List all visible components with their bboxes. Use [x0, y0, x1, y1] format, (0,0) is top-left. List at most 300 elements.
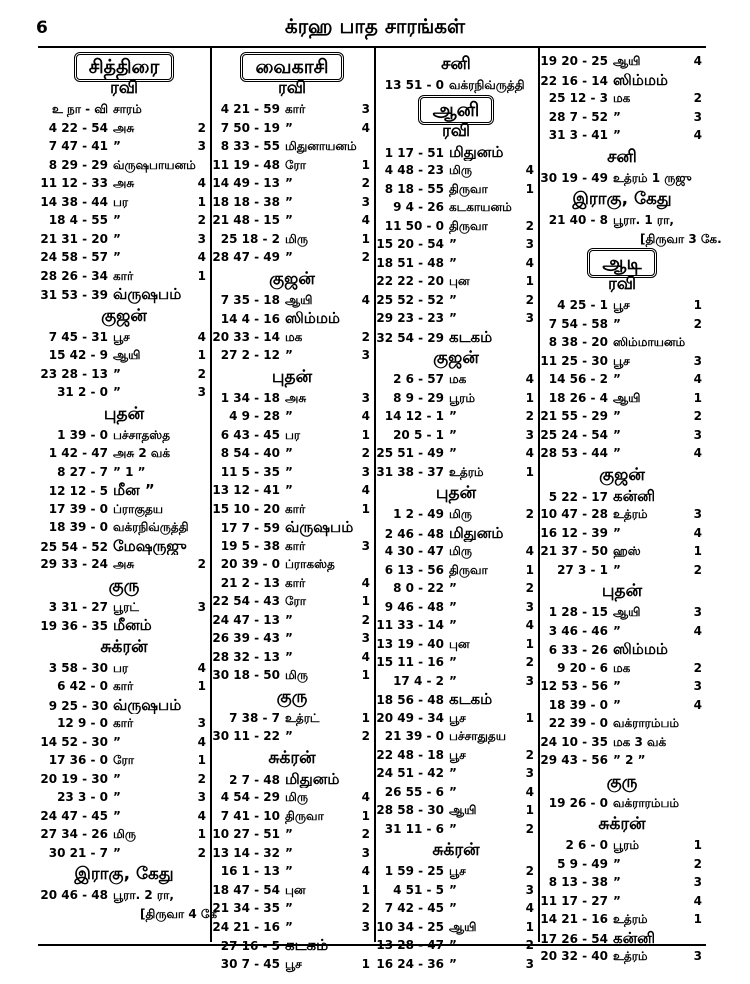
position-text: ” [285, 864, 293, 878]
pada-number: 2 [361, 901, 370, 915]
table-row [376, 881, 536, 900]
pada-number: 1 [525, 710, 534, 725]
position-text: ” [613, 893, 621, 908]
pada-number: 2 [361, 446, 370, 460]
time-value: 26 55 - 6 [384, 784, 444, 799]
pada-number: 1 [197, 348, 206, 362]
time-value: 20 49 - 34 [376, 710, 444, 725]
table-row [540, 659, 704, 678]
time-value: 17 26 - 54 [540, 931, 608, 946]
position-text: பர [285, 427, 301, 442]
position-text: ” [285, 446, 293, 460]
time-value: 22 48 - 18 [376, 747, 444, 762]
table-row [540, 873, 704, 892]
pada-number: 3 [525, 311, 534, 325]
pada-number: 3 [525, 673, 534, 688]
time-value: 27 16 - 5 [220, 939, 280, 953]
position-text: பூச [449, 864, 466, 878]
table-row [376, 936, 536, 955]
position-text: ” [113, 385, 121, 399]
position-text: பர [113, 194, 129, 209]
column-aadi [540, 52, 722, 966]
time-value: 21 48 - 15 [212, 213, 280, 227]
pada-number: 3 [693, 605, 702, 619]
pada-number: 2 [525, 938, 534, 952]
position-text: மிரு [285, 231, 308, 246]
position-text: உத்ரம் 1 ருஜு [613, 170, 692, 185]
pada-number: 1 [693, 544, 702, 558]
time-value: 25 24 - 54 [540, 427, 608, 442]
position-text: ” [613, 427, 621, 442]
table-row [212, 881, 372, 900]
pada-number: 2 [525, 864, 534, 878]
position-text: ” 1 ” [113, 464, 146, 479]
time-value: 20 5 - 1 [393, 427, 444, 442]
month-title: சித்திரை [74, 52, 175, 82]
position-text: மிதுனாயனம் [285, 139, 357, 153]
time-value: 18 47 - 54 [212, 882, 280, 897]
pada-number: 3 [693, 875, 702, 889]
position-text: கார் [113, 268, 134, 283]
time-value: 4 48 - 23 [384, 163, 444, 177]
time-value: 8 0 - 22 [393, 581, 444, 595]
table-row [376, 198, 536, 217]
table-row [540, 444, 704, 463]
position-text: ” [113, 231, 121, 246]
position-text: ” [449, 427, 457, 442]
position-text: ரோ [113, 753, 134, 767]
time-value: 28 47 - 49 [212, 250, 280, 264]
position-text: அசு 2 வக் [113, 446, 171, 460]
planet-heading: குஜன் [269, 268, 315, 289]
pada-number: 2 [693, 409, 702, 423]
position-text: ” [613, 128, 621, 142]
table-row [212, 788, 372, 807]
table-row [540, 126, 704, 145]
time-value: 18 39 - 0 [48, 520, 108, 534]
position-text: ” [613, 623, 621, 638]
time-value: 30 7 - 45 [220, 956, 280, 971]
pada-number: 1 [197, 268, 206, 283]
table-row [540, 603, 704, 622]
table-row [376, 272, 536, 291]
table-row [212, 727, 372, 746]
time-value: 20 46 - 48 [40, 888, 108, 902]
time-value: 3 46 - 46 [548, 623, 608, 638]
column-vaikasi [212, 52, 372, 973]
pada-number: 1 [361, 710, 370, 725]
position-text: ” [449, 938, 457, 952]
position-text: அசு [113, 176, 135, 190]
table-row [212, 611, 372, 630]
table-row [212, 193, 372, 212]
planet-heading: குஜன் [101, 305, 147, 326]
table-row [40, 770, 208, 789]
pada-number: 2 [361, 176, 370, 190]
position-text: பூச [285, 956, 302, 971]
pada-number: 4 [197, 329, 206, 344]
planet-heading: ரவி [109, 78, 139, 98]
time-value: 27 34 - 26 [40, 827, 108, 841]
month-title: ஆனி [418, 95, 495, 125]
time-value: 2 46 - 48 [384, 526, 444, 541]
position-text: ” 2 ” [613, 753, 646, 767]
table-row [540, 169, 704, 188]
time-value: 31 38 - 37 [376, 464, 444, 479]
table-row [376, 801, 536, 820]
position-text: பூரட் [113, 599, 139, 614]
position-text: கார் [285, 538, 306, 553]
position-text: கார் [113, 716, 134, 730]
position-text: வக்ரநிவ்ருத்தி [449, 78, 525, 92]
time-value: 4 30 - 47 [384, 544, 444, 558]
position-text: ” [285, 176, 293, 190]
time-value: 21 55 - 29 [540, 409, 608, 423]
position-text: பூச [613, 353, 630, 368]
pada-number: 1 [361, 668, 370, 682]
time-value: 21 34 - 35 [212, 901, 280, 915]
pada-number: 1 [361, 427, 370, 442]
time-value: 1 2 - 49 [393, 507, 444, 521]
table-row [540, 561, 704, 580]
table-row [540, 622, 704, 641]
month-heading [376, 95, 536, 119]
pada-number: 1 [525, 390, 534, 405]
pada-number: 4 [693, 893, 702, 908]
position-text: கடகம் [449, 690, 493, 708]
time-value: 14 38 - 44 [40, 194, 108, 209]
time-value: 1 28 - 15 [548, 605, 608, 619]
position-text: ” [613, 697, 621, 712]
table-row [540, 52, 704, 71]
table-row [212, 500, 372, 519]
pada-number: 3 [693, 109, 702, 124]
time-value: 19 26 - 0 [548, 795, 608, 810]
table-row [212, 463, 372, 482]
time-value: 10 34 - 25 [376, 919, 444, 934]
position-text: மிரு [285, 668, 308, 682]
pada-number: 3 [525, 766, 534, 780]
time-value: 19 5 - 38 [220, 538, 280, 553]
table-row [376, 143, 536, 162]
pada-number: 4 [525, 163, 534, 177]
table-row [540, 389, 704, 408]
time-value: 8 18 - 55 [384, 181, 444, 196]
position-text: ” [285, 901, 293, 915]
table-row [376, 616, 536, 635]
pada-number: 2 [525, 747, 534, 762]
pada-number: 1 [693, 838, 702, 852]
position-text: புன [449, 636, 470, 651]
pada-number: 4 [525, 372, 534, 386]
table-row [40, 696, 208, 715]
table-row [376, 426, 536, 445]
table-row [212, 156, 372, 175]
position-text: மிரு [449, 544, 472, 558]
position-text: கார் [285, 575, 306, 590]
time-value: 18 56 - 48 [376, 693, 444, 707]
position-text: பச்சாதுதய [449, 729, 506, 743]
table-row [40, 444, 208, 463]
time-value: 4 25 - 1 [557, 298, 608, 312]
time-value: 25 51 - 49 [376, 446, 444, 460]
table-row [40, 825, 208, 844]
time-value: 10 47 - 28 [540, 507, 608, 521]
position-text: வக்ராரம்பம் [613, 716, 680, 730]
position-text: ” [285, 827, 293, 841]
table-row [540, 733, 704, 752]
pada-number: 2 [525, 507, 534, 521]
pada-number: 2 [693, 856, 702, 871]
time-value: 19 36 - 35 [40, 619, 108, 633]
planet-heading: குரு [108, 575, 140, 596]
position-text: ” [113, 771, 121, 786]
pada-number: 3 [197, 385, 206, 399]
time-value: 30 21 - 7 [48, 845, 108, 860]
pada-number: 1 [361, 882, 370, 897]
pada-number: 4 [361, 483, 370, 497]
pada-number: 2 [525, 409, 534, 423]
time-value: 6 33 - 26 [548, 643, 608, 657]
position-text: ” [613, 856, 621, 871]
time-value: 29 33 - 24 [40, 557, 108, 571]
table-row [40, 500, 208, 519]
time-value: 8 27 - 7 [57, 464, 108, 479]
time-value: 12 12 - 5 [48, 484, 108, 498]
table-row [40, 751, 208, 770]
time-value: 22 16 - 14 [540, 73, 608, 88]
planet-heading: ரவி [441, 120, 471, 141]
time-value: 14 56 - 2 [548, 372, 608, 386]
planet-heading: குஜன் [433, 348, 479, 368]
position-text: ஸிம்மம் [285, 309, 341, 327]
position-text: வக்ரநிவ்ருத்தி [113, 520, 189, 534]
time-value: 17 39 - 0 [48, 501, 108, 516]
time-value: 10 27 - 51 [212, 827, 280, 841]
position-text: மிரு [449, 163, 472, 177]
time-value: 4 9 - 28 [229, 409, 280, 423]
time-value: 28 26 - 34 [40, 268, 108, 283]
table-row [540, 836, 704, 855]
position-text: பூச [113, 329, 130, 344]
pada-number: 4 [693, 54, 702, 68]
table-row [40, 100, 208, 119]
pada-number: 1 [361, 501, 370, 516]
pada-number: 1 [361, 231, 370, 246]
pada-number: 2 [525, 218, 534, 233]
table-row [540, 407, 704, 426]
time-value: 9 46 - 48 [384, 599, 444, 614]
table-row [40, 807, 208, 826]
position-text: அசு [113, 120, 135, 135]
position-text: பச்சாதஸ்த [113, 427, 171, 442]
table-row [212, 211, 372, 230]
time-value: 19 20 - 25 [540, 54, 608, 68]
time-value: 9 4 - 26 [393, 200, 444, 214]
pada-number: 3 [197, 790, 206, 804]
table-row [376, 561, 536, 580]
time-value: 28 53 - 44 [540, 446, 608, 460]
position-text: ஸிம்மாயனம் [613, 335, 686, 349]
time-value: 31 2 - 0 [57, 385, 108, 399]
pada-number: 4 [197, 176, 206, 190]
table-row [540, 333, 704, 352]
time-value: 29 23 - 23 [376, 311, 444, 325]
pada-number: 3 [361, 390, 370, 405]
table-row [212, 230, 372, 249]
position-text: ” [449, 409, 457, 423]
table-row [212, 918, 372, 937]
table-row [212, 328, 372, 347]
pada-number: 4 [361, 292, 370, 307]
table-row [376, 76, 536, 95]
pada-number: 4 [525, 618, 534, 632]
pada-number: 4 [525, 446, 534, 460]
table-row [40, 426, 208, 445]
planet-heading: சுக்ரன் [268, 747, 316, 768]
time-value: 8 9 - 29 [393, 390, 444, 405]
time-value: 20 39 - 0 [220, 557, 280, 571]
time-value: 15 11 - 16 [376, 655, 444, 669]
planet-heading: புதன் [435, 483, 477, 503]
time-value: 30 18 - 50 [212, 668, 280, 682]
pada-number: 1 [525, 464, 534, 479]
position-text: கார் [285, 501, 306, 516]
position-text: கடகம் [449, 327, 493, 346]
pada-number: 1 [525, 562, 534, 577]
position-text: ” [449, 237, 457, 251]
time-value: 11 19 - 48 [212, 157, 280, 172]
position-text: ” [285, 649, 293, 664]
table-row [212, 770, 372, 789]
table-row [212, 119, 372, 138]
pada-number: 1 [197, 827, 206, 841]
position-text: ” [113, 366, 121, 381]
time-value: 13 14 - 32 [212, 845, 280, 860]
position-text: ” [449, 255, 457, 270]
time-value: 18 18 - 38 [212, 194, 280, 209]
pada-number: 3 [361, 919, 370, 934]
planet-heading: சுக்ரன் [598, 814, 646, 834]
position-text: ரோ [285, 594, 306, 608]
position-text: மிதுனம் [449, 142, 504, 161]
time-value: 29 43 - 56 [540, 753, 608, 767]
pada-number: 1 [693, 390, 702, 405]
time-value: 1 42 - 47 [48, 446, 108, 460]
time-value: உ நா - வி [51, 102, 108, 116]
table-row [40, 248, 208, 267]
month-heading [212, 52, 372, 76]
table-row [212, 407, 372, 426]
position-text: ” [285, 120, 293, 135]
pada-number: 2 [361, 612, 370, 627]
position-text: ” [449, 655, 457, 669]
table-row [212, 709, 372, 728]
position-text: ” [285, 729, 293, 743]
position-text: பூரா. 1 ரா, [613, 213, 674, 227]
pada-number: 3 [361, 538, 370, 553]
month-heading [540, 248, 704, 272]
position-text: ” [113, 734, 121, 749]
pada-number: 3 [361, 464, 370, 479]
table-row [212, 481, 372, 500]
table-row [40, 733, 208, 752]
pada-number: 2 [693, 316, 702, 331]
time-value: 2 6 - 0 [565, 838, 608, 852]
position-text: ” [113, 213, 121, 227]
planet-heading: புதன் [103, 403, 145, 424]
pada-number: 4 [525, 901, 534, 915]
table-row [212, 555, 372, 574]
time-value: 3 58 - 30 [48, 660, 108, 675]
position-text: ” [449, 446, 457, 460]
time-value: 7 47 - 41 [48, 139, 108, 153]
time-value: 15 10 - 20 [212, 501, 280, 516]
pada-number: 2 [525, 292, 534, 307]
pada-number: 4 [197, 808, 206, 823]
position-text: பூச [449, 747, 466, 762]
time-value: 31 53 - 39 [40, 288, 108, 302]
position-text: ” [613, 316, 621, 331]
time-value: 8 13 - 38 [548, 875, 608, 889]
position-text: ” [449, 311, 457, 325]
table-row [212, 174, 372, 193]
table-row [540, 714, 704, 733]
position-text: ஆயி [613, 54, 641, 68]
time-value: 15 20 - 54 [376, 237, 444, 251]
planet-heading: புதன் [271, 366, 313, 387]
pada-number: 2 [197, 366, 206, 381]
pada-number: 1 [693, 298, 702, 312]
time-value: 7 54 - 58 [548, 316, 608, 331]
position-text: ” [113, 139, 121, 153]
time-value: 1 59 - 25 [384, 864, 444, 878]
table-row [40, 788, 208, 807]
time-value: 3 31 - 27 [48, 599, 108, 614]
position-text: ” [613, 446, 621, 460]
pada-number: 4 [361, 649, 370, 664]
time-value: 21 31 - 20 [40, 231, 108, 246]
pada-number: 4 [693, 446, 702, 460]
table-row [376, 524, 536, 543]
table-row [40, 555, 208, 574]
pada-number: 4 [525, 544, 534, 558]
position-text: ” [285, 919, 293, 934]
position-text: மிதுனம் [449, 523, 504, 542]
table-row [376, 370, 536, 389]
time-value: 7 35 - 18 [220, 292, 280, 307]
time-value: 6 43 - 45 [220, 427, 280, 442]
time-value: 24 51 - 42 [376, 766, 444, 780]
pada-number: 1 [197, 679, 206, 693]
time-value: 14 52 - 30 [40, 734, 108, 749]
table-row [376, 579, 536, 598]
pada-number: 3 [693, 679, 702, 693]
pada-number: 3 [693, 427, 702, 442]
pada-number: 3 [525, 882, 534, 897]
pada-number: 2 [361, 827, 370, 841]
table-row [376, 505, 536, 524]
time-value: 32 54 - 29 [376, 330, 444, 345]
pada-number: 3 [197, 599, 206, 614]
table-row [40, 328, 208, 347]
position-text: ஆயி [285, 292, 313, 307]
position-text: திருவா [449, 562, 488, 577]
pada-number: 2 [361, 250, 370, 264]
table-row [376, 746, 536, 765]
table-row [376, 235, 536, 254]
pada-number: 3 [525, 237, 534, 251]
